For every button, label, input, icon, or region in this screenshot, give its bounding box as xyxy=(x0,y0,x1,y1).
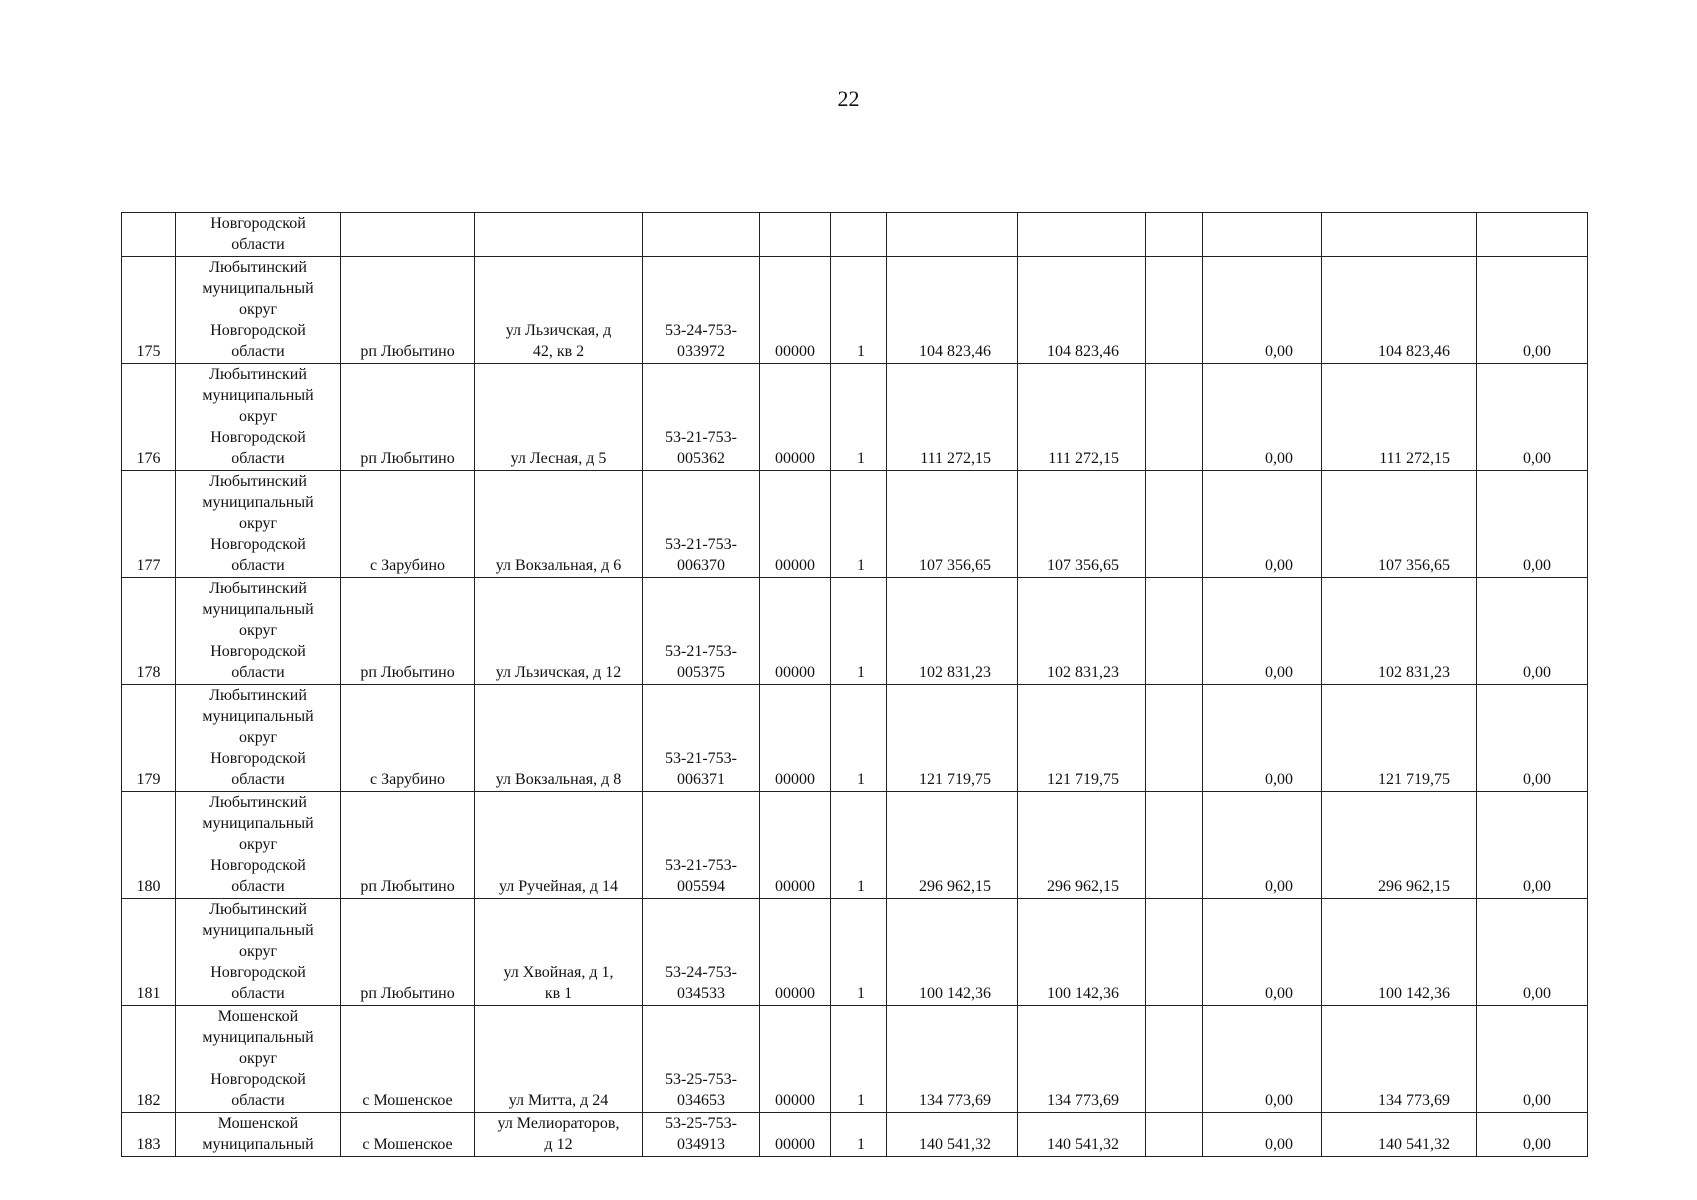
cell-sum-3: 296 962,15 xyxy=(1322,792,1477,899)
cell-no: 183 xyxy=(122,1113,176,1157)
cell-address: ул Лесная, д 5 xyxy=(475,364,643,471)
table-row xyxy=(122,364,1588,471)
table-row xyxy=(122,792,1588,899)
cell-sum-3: 121 719,75 xyxy=(1322,685,1477,792)
cell-sum-1: 111 272,15 xyxy=(887,364,1018,471)
cell-sum-2: 121 719,75 xyxy=(1018,685,1146,792)
cell-zero-2: 0,00 xyxy=(1477,471,1588,578)
cell-sum-2: 111 272,15 xyxy=(1018,364,1146,471)
cell-sum-3: 134 773,69 xyxy=(1322,1006,1477,1113)
cell-sum-3: 104 823,46 xyxy=(1322,257,1477,364)
cell-sum-3: 102 831,23 xyxy=(1322,578,1477,685)
cell-empty xyxy=(1146,578,1203,685)
cell-empty xyxy=(1146,364,1203,471)
cell-zero-2: 0,00 xyxy=(1477,1006,1588,1113)
table-row-continued xyxy=(122,213,1588,257)
cell-sum-3: 111 272,15 xyxy=(1322,364,1477,471)
table-row xyxy=(122,685,1588,792)
cell-sum-1: 134 773,69 xyxy=(887,1006,1018,1113)
cell-code: 00000 xyxy=(760,364,831,471)
cell-empty xyxy=(1146,257,1203,364)
cell-municipality: Мошенской муниципальный округ Новгородской области xyxy=(176,1006,341,1113)
table-row xyxy=(122,471,1588,578)
cell-settlement: рп Любытино xyxy=(341,899,475,1006)
cell-sum-2: 140 541,32 xyxy=(1018,1113,1146,1157)
cell-qty: 1 xyxy=(831,792,887,899)
cell-zero-2: 0,00 xyxy=(1477,364,1588,471)
cell-municipality: Любытинский муниципальный округ Новгородской области xyxy=(176,578,341,685)
cell-cadastral: 53-24-753- 034533 xyxy=(643,899,760,1006)
cell-cadastral: 53-25-753- 034653 xyxy=(643,1006,760,1113)
cell-code: 00000 xyxy=(760,792,831,899)
cell-zero-1: 0,00 xyxy=(1203,899,1322,1006)
cell-zero-1: 0,00 xyxy=(1203,471,1322,578)
cell-empty xyxy=(1146,471,1203,578)
cell-qty: 1 xyxy=(831,1006,887,1113)
cell-municipality: Любытинский муниципальный округ Новгородской области xyxy=(176,685,341,792)
cell-sum-2: 104 823,46 xyxy=(1018,257,1146,364)
cell-sum-3: 140 541,32 xyxy=(1322,1113,1477,1157)
cell-sum-3: 100 142,36 xyxy=(1322,899,1477,1006)
cell-cadastral: 53-24-753- 033972 xyxy=(643,257,760,364)
cell-cadastral: 53-21-753- 005375 xyxy=(643,578,760,685)
cell-address: ул Льзичская, д 42, кв 2 xyxy=(475,257,643,364)
cell-qty: 1 xyxy=(831,471,887,578)
cell-sum-3: 107 356,65 xyxy=(1322,471,1477,578)
cell-code: 00000 xyxy=(760,257,831,364)
cell-address: ул Вокзальная, д 6 xyxy=(475,471,643,578)
cell-zero-1: 0,00 xyxy=(1203,792,1322,899)
cell-zero-2: 0,00 xyxy=(1477,685,1588,792)
table-row xyxy=(122,1113,1588,1157)
table-row xyxy=(122,1006,1588,1113)
page-number: 22 xyxy=(837,86,860,111)
registry-table xyxy=(121,212,1588,1157)
cell-zero-2: 0,00 xyxy=(1477,899,1588,1006)
cell-no: 180 xyxy=(122,792,176,899)
cell-settlement: рп Любытино xyxy=(341,364,475,471)
cell-settlement: с Зарубино xyxy=(341,471,475,578)
cell-sum-1: 140 541,32 xyxy=(887,1113,1018,1157)
cell-no: 175 xyxy=(122,257,176,364)
cell-empty xyxy=(1146,792,1203,899)
cell-qty: 1 xyxy=(831,899,887,1006)
cell-no xyxy=(122,213,176,257)
table-row xyxy=(122,257,1588,364)
cell-municipality: Любытинский муниципальный округ Новгородской области xyxy=(176,899,341,1006)
cell-municipality: Любытинский муниципальный округ Новгородской области xyxy=(176,364,341,471)
cell-empty xyxy=(1146,899,1203,1006)
cell-municipality: Любытинский муниципальный округ Новгородской области xyxy=(176,471,341,578)
cell-no: 177 xyxy=(122,471,176,578)
cell-cadastral: 53-21-753- 005362 xyxy=(643,364,760,471)
cell-sum-2: 134 773,69 xyxy=(1018,1006,1146,1113)
cell-municipality: Любытинский муниципальный округ Новгородской области xyxy=(176,257,341,364)
cell-address: ул Льзичская, д 12 xyxy=(475,578,643,685)
cell-no: 178 xyxy=(122,578,176,685)
cell-zero-2: 0,00 xyxy=(1477,792,1588,899)
cell-qty: 1 xyxy=(831,578,887,685)
cell-sum-1: 107 356,65 xyxy=(887,471,1018,578)
cell-code: 00000 xyxy=(760,899,831,1006)
cell-sum-2: 102 831,23 xyxy=(1018,578,1146,685)
cell-address: ул Вокзальная, д 8 xyxy=(475,685,643,792)
cell-sum-1: 102 831,23 xyxy=(887,578,1018,685)
cell-no: 182 xyxy=(122,1006,176,1113)
cell-cadastral: 53-21-753- 006370 xyxy=(643,471,760,578)
cell-sum-2: 296 962,15 xyxy=(1018,792,1146,899)
cell-code: 00000 xyxy=(760,685,831,792)
cell-settlement: с Мошенское xyxy=(341,1006,475,1113)
cell-code: 00000 xyxy=(760,1006,831,1113)
cell-address: ул Хвойная, д 1, кв 1 xyxy=(475,899,643,1006)
cell-settlement: рп Любытино xyxy=(341,578,475,685)
cell-zero-1: 0,00 xyxy=(1203,257,1322,364)
cell-no: 181 xyxy=(122,899,176,1006)
cell-qty: 1 xyxy=(831,364,887,471)
cell-settlement: рп Любытино xyxy=(341,792,475,899)
cell-zero-2: 0,00 xyxy=(1477,578,1588,685)
cell-municipality: Мошенской муниципальный xyxy=(176,1113,341,1157)
cell-municipality: Новгородской области xyxy=(176,213,341,257)
cell-sum-1: 100 142,36 xyxy=(887,899,1018,1006)
cell-zero-1: 0,00 xyxy=(1203,1006,1322,1113)
cell-zero-1: 0,00 xyxy=(1203,364,1322,471)
cell-address: ул Ручейная, д 14 xyxy=(475,792,643,899)
cell-qty: 1 xyxy=(831,1113,887,1157)
cell-qty: 1 xyxy=(831,685,887,792)
cell-qty: 1 xyxy=(831,257,887,364)
cell-sum-2: 100 142,36 xyxy=(1018,899,1146,1006)
cell-zero-2: 0,00 xyxy=(1477,257,1588,364)
cell-cadastral: 53-21-753- 006371 xyxy=(643,685,760,792)
cell-zero-1: 0,00 xyxy=(1203,578,1322,685)
cell-no: 176 xyxy=(122,364,176,471)
cell-code: 00000 xyxy=(760,578,831,685)
cell-zero-2: 0,00 xyxy=(1477,1113,1588,1157)
cell-code: 00000 xyxy=(760,471,831,578)
cell-municipality: Любытинский муниципальный округ Новгородской области xyxy=(176,792,341,899)
cell-zero-1: 0,00 xyxy=(1203,685,1322,792)
cell-settlement: с Зарубино xyxy=(341,685,475,792)
cell-settlement: с Мошенское xyxy=(341,1113,475,1157)
cell-sum-1: 104 823,46 xyxy=(887,257,1018,364)
cell-zero-1: 0,00 xyxy=(1203,1113,1322,1157)
cell-sum-1: 296 962,15 xyxy=(887,792,1018,899)
cell-cadastral: 53-25-753- 034913 xyxy=(643,1113,760,1157)
cell-settlement: рп Любытино xyxy=(341,257,475,364)
cell-empty xyxy=(1146,1006,1203,1113)
cell-address: ул Мелиораторов, д 12 xyxy=(475,1113,643,1157)
cell-code: 00000 xyxy=(760,1113,831,1157)
cell-empty xyxy=(1146,1113,1203,1157)
cell-cadastral: 53-21-753- 005594 xyxy=(643,792,760,899)
cell-no: 179 xyxy=(122,685,176,792)
table-row xyxy=(122,899,1588,1006)
cell-address: ул Митта, д 24 xyxy=(475,1006,643,1113)
cell-empty xyxy=(1146,685,1203,792)
cell-sum-1: 121 719,75 xyxy=(887,685,1018,792)
table-row xyxy=(122,578,1588,685)
cell-sum-2: 107 356,65 xyxy=(1018,471,1146,578)
